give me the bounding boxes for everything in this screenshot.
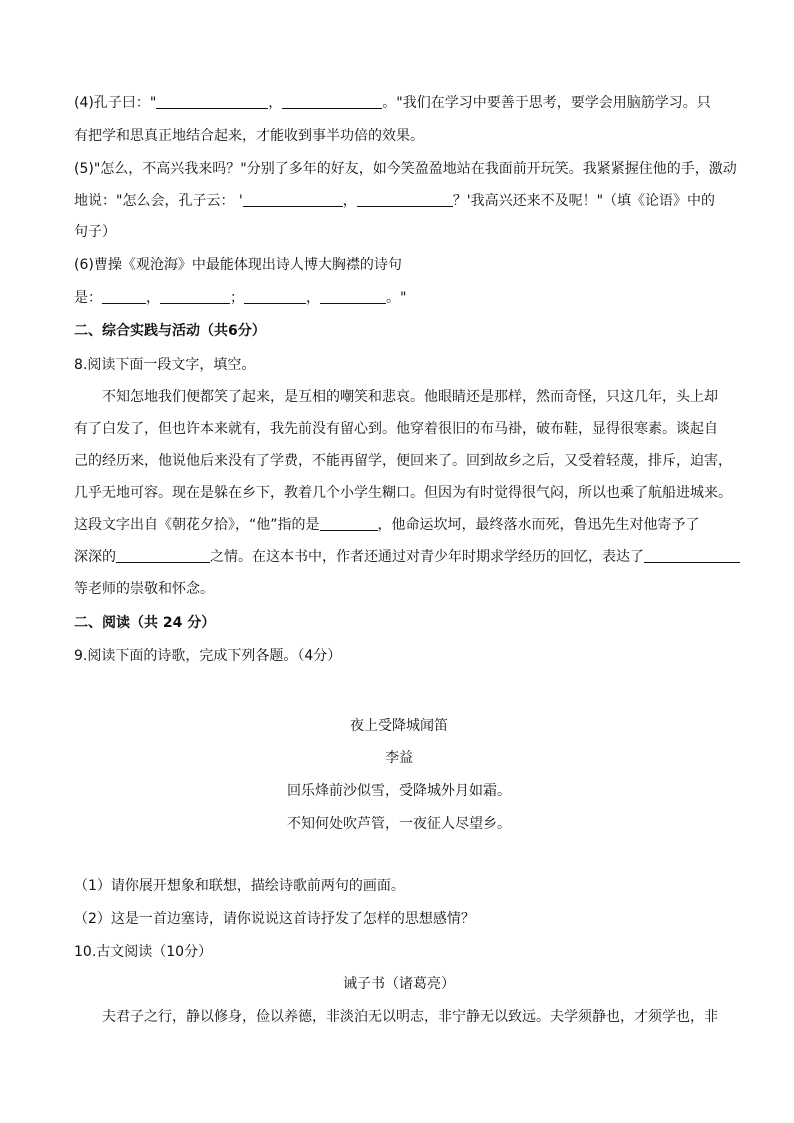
question-5-line-1: (5)"怎么，不高兴我来吗？"分别了多年的好友，如今笑盈盈地站在我面前开玩笑。我紧紧握住他的手，激动: [74, 161, 737, 177]
answer-blank[interactable]: [320, 515, 378, 531]
answer-blank[interactable]: [243, 191, 343, 207]
passage-line: 不知怎地我们便都笑了起来，是互相的嘲笑和悲哀。他眼睛还是那样，然而奇怪，只这几年，头上却: [102, 389, 718, 405]
answer-blank[interactable]: [116, 547, 210, 563]
answer-blank[interactable]: [644, 547, 740, 563]
section-3-title: 二、阅读（共 24 分）: [74, 615, 216, 631]
passage-line: 这段文字出自《朝花夕拾》，“他”指的是 ，他命运坎坷，最终落水而死，鲁迅先生对他寄予了: [74, 517, 700, 533]
question-6-line-1: (6)曹操《观沧海》中最能体现出诗人博大胸襟的诗句: [74, 257, 402, 273]
answer-blank[interactable]: [357, 191, 453, 207]
question-9-sub-2: （2）这是一首边塞诗，请你说说这首诗抒发了怎样的思想感情？: [74, 911, 475, 927]
passage-line: 几乎无地可容。现在是躲在乡下，教着几个小学生糊口。但因为有时觉得很气闷，所以也乘了航船进城来。: [74, 485, 732, 501]
passage-line: 己的经历来，他说他后来没有了学费，不能再留学，便回来了。回到故乡之后，又受着轻蔑，排斥，迫害，: [74, 453, 732, 469]
question-8-title: 8.阅读下面一段文字，填空。: [74, 357, 256, 373]
question-5-line-3: 句子）: [74, 224, 116, 240]
answer-blank[interactable]: [102, 288, 146, 304]
classical-text-title: 诫子书（诸葛亮）: [343, 976, 455, 992]
poem-title: 夜上受降城闻笛: [350, 718, 448, 734]
passage-line: 等老师的崇敬和怀念。: [74, 581, 214, 597]
passage-line: 有了白发了，但也许本来就有，我先前没有留心到。他穿着很旧的布马褂，破布鞋，显得很寒素。谈起自: [74, 421, 718, 437]
answer-blank[interactable]: [282, 93, 382, 109]
answer-blank[interactable]: [156, 93, 268, 109]
passage-line: 深深的 之情。在这本书中，作者还通过对青少年时期求学经历的回忆，表达了: [74, 547, 740, 567]
poem-line-2: 不知何处吹芦管，一夜征人尽望乡。: [287, 816, 511, 832]
question-4-line-1: (4)孔子曰：" ， 。"我们在学习中要善于思考，要学会用脑筋学习。只: [74, 95, 711, 111]
question-10-title: 10.古文阅读（10分）: [74, 944, 213, 960]
answer-blank[interactable]: [160, 288, 230, 304]
section-2-title: 二、综合实践与活动（共6分）: [74, 323, 266, 339]
question-9-sub-1: （1）请你展开想象和联想，描绘诗歌前两句的画面。: [74, 878, 405, 894]
question-9-title: 9.阅读下面的诗歌，完成下列各题。（4分）: [74, 648, 342, 664]
question-4-line-2: 有把学和思真正地结合起来，才能收到事半功倍的效果。: [74, 128, 424, 144]
classical-text-line: 夫君子之行，静以修身，俭以养德，非淡泊无以明志，非宁静无以致远。夫学须静也，才须学也，非: [102, 1009, 718, 1025]
question-5-line-2: 地说："怎么会，孔子云： ' ， ？'我高兴还来不及呢！"（填《论语》中的: [74, 193, 716, 209]
poem-author: 李益: [385, 750, 413, 766]
poem-line-1: 回乐烽前沙似雪，受降城外月如霜。: [287, 783, 511, 799]
answer-blank[interactable]: [320, 288, 386, 304]
answer-blank[interactable]: [244, 288, 306, 304]
question-6-line-2: 是： ， ； ， 。": [74, 290, 407, 306]
